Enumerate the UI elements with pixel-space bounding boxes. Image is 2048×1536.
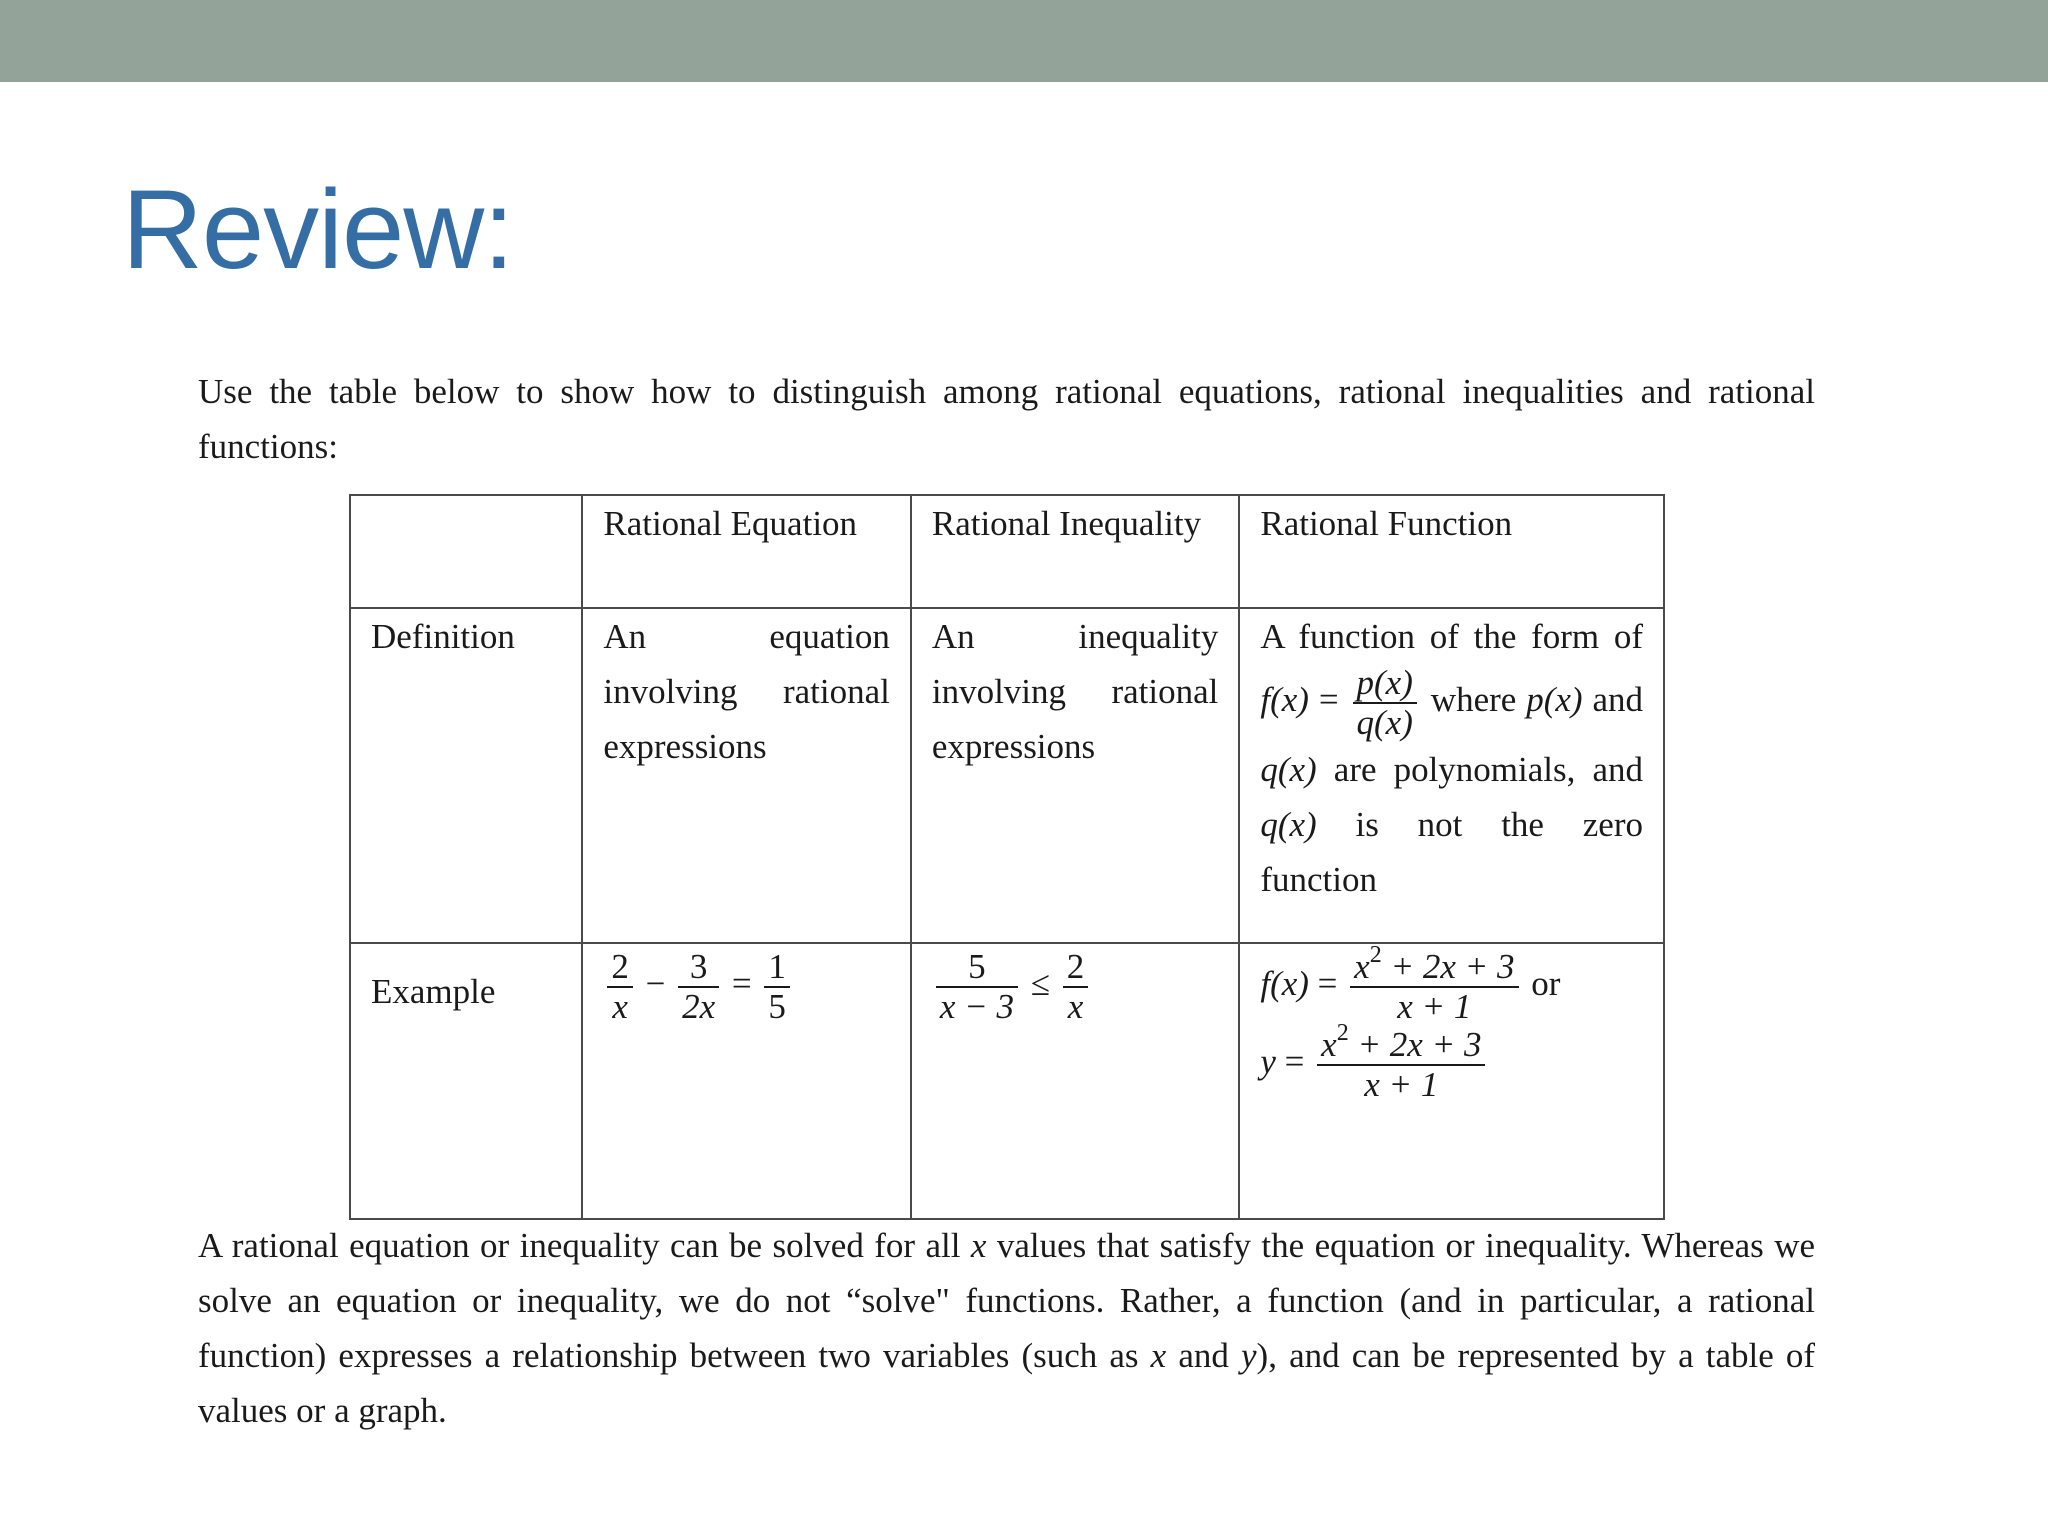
- def-fn-eq: =: [1318, 680, 1339, 720]
- header-empty-cell: [350, 495, 582, 608]
- fn-num-2-exp: 2: [1336, 1020, 1349, 1046]
- row-label-definition: Definition: [350, 608, 582, 943]
- eq-frac-3-num: 1: [764, 948, 790, 988]
- fn-frac-2-den: x + 1: [1364, 1065, 1439, 1104]
- ineq-frac-2: [1063, 948, 1089, 1026]
- def-fn-fraction: [1353, 664, 1417, 742]
- fn-eq-2: =: [1284, 1042, 1305, 1082]
- example-equation: [582, 943, 911, 1219]
- ineq-frac-1: [936, 948, 1018, 1026]
- fn-frac-2: [1317, 1020, 1485, 1104]
- fn-example-line-1: [1260, 942, 1643, 1026]
- def-fn-lead: A function of the form of: [1260, 617, 1643, 656]
- eq-frac-2: [678, 948, 719, 1026]
- def-fn-where: where: [1430, 680, 1517, 720]
- fn-or: or: [1531, 964, 1561, 1004]
- example-function: [1239, 943, 1664, 1219]
- table-header-row: [350, 495, 1664, 608]
- definition-equation: An equation involving rational expressions: [582, 608, 911, 943]
- def-fn-numerator: p(x): [1353, 664, 1417, 704]
- fn-lhs-2: y: [1260, 1042, 1276, 1082]
- table-row-definition: [350, 608, 1664, 943]
- ineq-le: ≤: [1030, 964, 1050, 1004]
- header-rational-inequality: Rational Inequality: [911, 495, 1240, 608]
- fn-lhs-1: f(x): [1260, 964, 1309, 1004]
- eq-frac-3: [764, 948, 790, 1026]
- fn-frac-1-num: [1350, 942, 1518, 988]
- closing-y: y: [1241, 1336, 1257, 1375]
- def-fn-f: f(x): [1260, 680, 1309, 720]
- ineq-frac-1-num: 5: [936, 948, 1018, 988]
- closing-x2: x: [1150, 1336, 1167, 1375]
- intro-paragraph: Use the table below to show how to distinguish among rational equations, rational inequalities and rational functions:: [198, 372, 1815, 466]
- fn-frac-1: [1350, 942, 1518, 1026]
- def-fn-p: p(x): [1526, 680, 1583, 720]
- eq-frac-2-den: 2x: [682, 987, 716, 1026]
- fn-example-line-2: [1260, 1020, 1643, 1104]
- fn-num-2-x: x: [1321, 1025, 1337, 1064]
- eq-frac-1-den: x: [612, 987, 628, 1026]
- eq-frac-3-den: 5: [768, 987, 786, 1026]
- table-row-example: [350, 943, 1664, 1219]
- def-fn-denominator: q(x): [1356, 703, 1413, 742]
- definition-function: [1239, 608, 1664, 943]
- closing-s1: A rational equation or inequality can be solved for all: [198, 1226, 961, 1265]
- fn-eq-1: =: [1317, 964, 1338, 1004]
- top-banner: [0, 0, 2048, 82]
- slide-title: Review:: [122, 167, 514, 292]
- def-fn-q2: q(x): [1260, 805, 1317, 844]
- example-inequality: [911, 943, 1240, 1219]
- closing-x1: x: [970, 1226, 987, 1265]
- fn-num-1-x: x: [1354, 947, 1370, 986]
- fn-num-1-rest: + 2x + 3: [1381, 947, 1515, 986]
- eq-frac-1-num: 2: [607, 948, 633, 988]
- fn-frac-2-num: [1317, 1020, 1485, 1066]
- eq-frac-2-num: 3: [678, 948, 719, 988]
- def-fn-tail: is not the zero function: [1260, 805, 1643, 899]
- definition-inequality: An inequality involving rational expressions: [911, 608, 1240, 943]
- closing-s3: ), and can be represented by a table of values or a graph.: [198, 1336, 1816, 1430]
- header-rational-equation: Rational Equation: [582, 495, 911, 608]
- fn-num-2-rest: + 2x + 3: [1348, 1025, 1482, 1064]
- def-fn-q: q(x): [1260, 750, 1317, 789]
- closing-and: and: [1178, 1336, 1229, 1375]
- closing-paragraph: [198, 1218, 1815, 1438]
- ineq-frac-2-den: x: [1067, 987, 1084, 1026]
- closing-s2: values that satisfy the equation or inequality. Whereas we solve an equation or inequality, we do not “solve" functions. Rather, a function (and in particular, a rational function) expresses a relationship between two variables (such as: [198, 1226, 1816, 1375]
- comparison-table: [349, 494, 1665, 1220]
- def-fn-are: are polynomials, and: [1333, 750, 1643, 789]
- eq-frac-1: [607, 948, 633, 1026]
- def-fn-and: and: [1592, 680, 1644, 720]
- ineq-frac-2-num: 2: [1063, 948, 1089, 988]
- eq-equals: =: [731, 964, 752, 1004]
- header-rational-function: Rational Function: [1239, 495, 1664, 608]
- row-label-example: Example: [350, 943, 582, 1219]
- ineq-frac-1-den: x − 3: [939, 987, 1014, 1026]
- fn-num-1-exp: 2: [1369, 942, 1382, 968]
- eq-minus: −: [645, 964, 666, 1004]
- fn-frac-1-den: x + 1: [1397, 987, 1472, 1026]
